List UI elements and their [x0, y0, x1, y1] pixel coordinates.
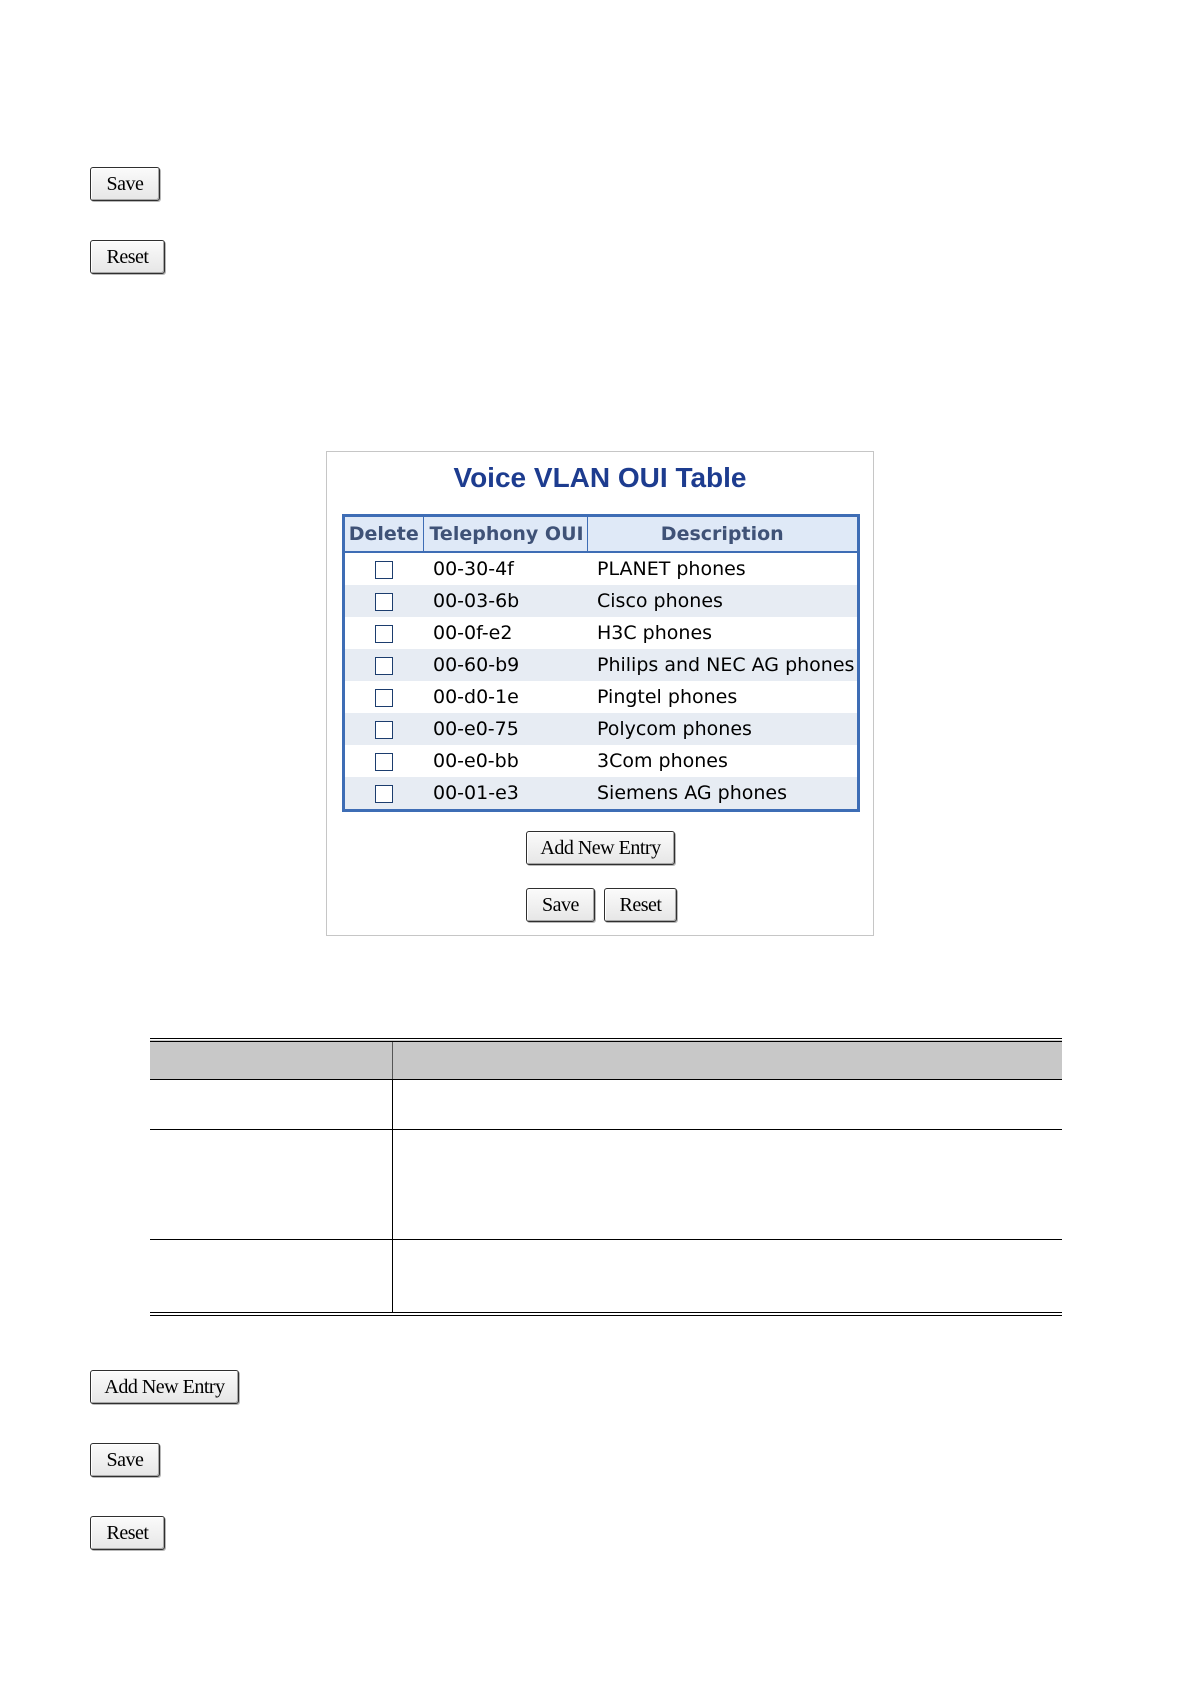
description-cell: H3C phones	[587, 617, 859, 649]
reset-button-bottom[interactable]: Reset	[90, 1516, 165, 1550]
delete-checkbox[interactable]	[375, 625, 393, 643]
parameter-header-description	[393, 1040, 1063, 1080]
oui-cell: 00-01-e3	[423, 777, 587, 811]
table-row	[344, 681, 859, 713]
save-button-bottom[interactable]: Save	[90, 1443, 160, 1477]
delete-checkbox[interactable]	[375, 785, 393, 803]
parameter-description-cell	[393, 1080, 1063, 1130]
header-delete: Delete	[344, 516, 424, 553]
reset-button[interactable]: Reset	[90, 240, 165, 274]
oui-cell: 00-03-6b	[423, 585, 587, 617]
delete-checkbox[interactable]	[375, 721, 393, 739]
parameter-name-cell	[150, 1080, 393, 1130]
table-row	[344, 713, 859, 745]
delete-checkbox[interactable]	[375, 561, 393, 579]
oui-table-header	[344, 516, 859, 553]
parameter-description-cell	[393, 1130, 1063, 1240]
parameter-name-cell	[150, 1130, 393, 1240]
parameter-name-cell	[150, 1240, 393, 1314]
table-row	[150, 1080, 1062, 1130]
oui-cell: 00-d0-1e	[423, 681, 587, 713]
table-row	[344, 617, 859, 649]
panel-save-button[interactable]: Save	[526, 888, 595, 922]
save-button[interactable]: Save	[90, 167, 160, 201]
panel-reset-button[interactable]: Reset	[604, 888, 677, 922]
table-row	[344, 552, 859, 585]
oui-cell: 00-30-4f	[423, 552, 587, 585]
delete-checkbox[interactable]	[375, 689, 393, 707]
delete-checkbox[interactable]	[375, 657, 393, 675]
table-row	[344, 777, 859, 811]
voice-vlan-oui-panel	[326, 451, 874, 936]
oui-cell: 00-60-b9	[423, 649, 587, 681]
table-row	[344, 649, 859, 681]
parameter-header-object	[150, 1040, 393, 1080]
table-row	[150, 1240, 1062, 1314]
parameter-table	[150, 1038, 1062, 1316]
delete-checkbox[interactable]	[375, 753, 393, 771]
oui-cell: 00-0f-e2	[423, 617, 587, 649]
oui-table	[342, 514, 860, 812]
header-telephony-oui: Telephony OUI	[423, 516, 587, 553]
panel-title: Voice VLAN OUI Table	[453, 462, 747, 493]
panel-add-new-entry-button[interactable]: Add New Entry	[526, 831, 675, 865]
table-row	[344, 585, 859, 617]
oui-cell: 00-e0-bb	[423, 745, 587, 777]
description-cell: Pingtel phones	[587, 681, 859, 713]
delete-checkbox[interactable]	[375, 593, 393, 611]
description-cell: Polycom phones	[587, 713, 859, 745]
oui-cell: 00-e0-75	[423, 713, 587, 745]
description-cell: Philips and NEC AG phones	[587, 649, 859, 681]
description-cell: PLANET phones	[587, 552, 859, 585]
table-row	[344, 745, 859, 777]
header-description: Description	[587, 516, 859, 553]
description-cell: Cisco phones	[587, 585, 859, 617]
parameter-table-header	[150, 1040, 1062, 1080]
description-cell: 3Com phones	[587, 745, 859, 777]
table-row	[150, 1130, 1062, 1240]
add-new-entry-button[interactable]: Add New Entry	[90, 1370, 239, 1404]
description-cell: Siemens AG phones	[587, 777, 859, 811]
parameter-description-cell	[393, 1240, 1063, 1314]
